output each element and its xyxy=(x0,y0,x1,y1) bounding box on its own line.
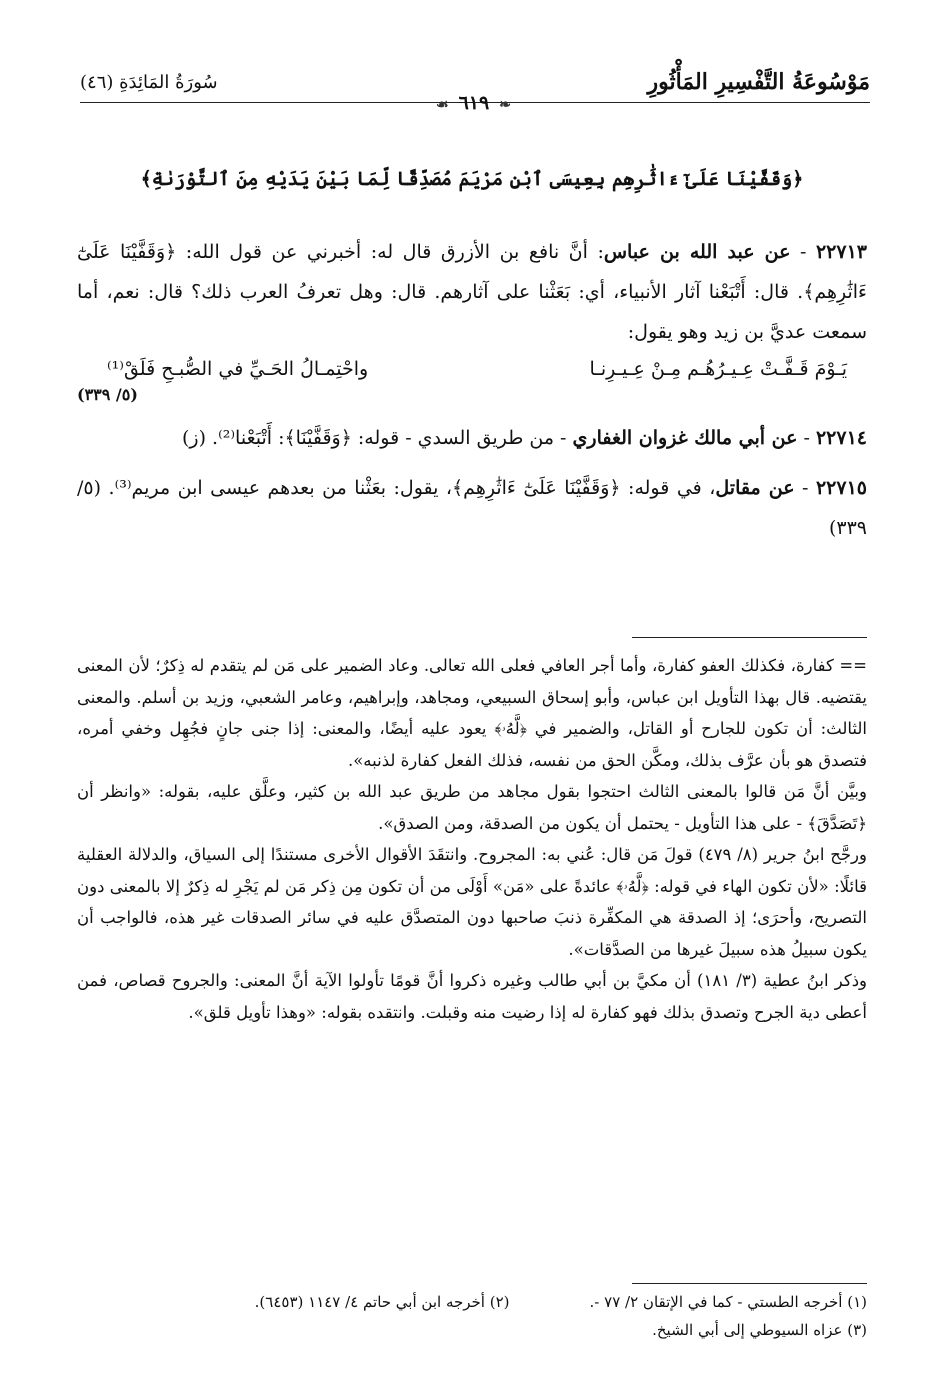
entry: ٢٢٧١٣ - عن عبد الله بن عباس: أنَّ نافع بن الأزرق قال له: أخبرني عن قول الله: ﴿وَقَفَّيْنَا عَلَىٰٓ ءَاثَٰرِهِم﴾. قال: أَتْبَعْنا آثار الأنبياء، أي: بَعَثْنا على آثارهم. قال: وهل تعرفُ العرب ذلك؟ قال: نعم، أما سمعت عديَّ بن زيد وهو يقول: يَـوْمَ قَـفَّـتْ عِـيـرُهُـم مِـنْ عِـيـرِنـا واحْتِمـالُ الحَـيِّ في الصُّبـحِ فَلَقْ⁽¹⁾ (٥/ ٣٣٩) xyxy=(77,232,867,408)
poem-hemistich-right: يَـوْمَ قَـفَّـتْ عِـيـرُهُـم مِـنْ عِـيـرِنـا xyxy=(589,358,847,380)
entry-number: ٢٢٧١٣ xyxy=(815,241,867,263)
note-paragraph: وذكر ابنُ عطية (٣/ ١٨١) أن مكيَّ بن أبي طالب وغيره ذكروا أنَّ قومًا تأولوا الآية أنَّ المعنى: والجروح قصاص، فمن أعطى دية الجرح وتصدق بذلك فهو كفارة له إذا رضيت منه وقبلت. وانتقده بقوله: «وهذا تأويل قلق». xyxy=(77,971,868,1022)
entry-number: ٢٢٧١٤ xyxy=(815,427,867,449)
surah-label: سُورَةُ المَائِدَةِ (٤٦) xyxy=(80,71,218,93)
main-text xyxy=(77,232,867,558)
entry-source: عن مقاتل xyxy=(715,477,795,499)
poem-hemistich-left: واحْتِمـالُ الحَـيِّ في الصُّبـحِ فَلَقْ⁽¹⁾ xyxy=(107,358,369,380)
entry-text: ، في قوله: ﴿وَقَفَّيْنَا عَلَىٰٓ ءَاثَٰرِهِم﴾، يقول: بعَثْنا من بعدهم عيسى ابن مريم⁽³⁾. (٥/ ٣٣٩) xyxy=(77,477,867,539)
ornament-icon: ❧ xyxy=(499,97,511,113)
note-paragraph: ورجَّح ابنُ جرير (٨/ ٤٧٩) قولَ مَن قال: عُني به: المجروح. وانتقَدَ الأقوال الأخرى مستندًا إلى السياق، والدلالة العقلية قائلًا: «لأن تكون الهاء في قوله: ﴿لَّهُۥ﴾ عائدةً على «مَن» أَوْلَى من أن تكون مِن ذِكر مَن لم يَجْرِ له ذِكرٌ إلا بالمعنى دون التصريح، وأحرَى؛ إذ الصدقة هي المكفِّرة ذنبَ صاحبها دون المتصدَّق عليه في سائر الصدقات غير هذه، فالواجب أن يكون سبيلُ هذه سبيلَ غيرها من الصدَّقات». xyxy=(77,845,867,959)
entry: ٢٢٧١٤ - عن أبي مالك غزوان الغفاري - من طريق السدي - قوله: ﴿وَقَفَّيْنَا﴾: أَتْبَعْنا⁽²⁾. (ز) xyxy=(182,427,867,449)
page-number-value: ٦١٩ xyxy=(458,92,490,114)
footnotes xyxy=(77,1288,867,1344)
footnote: (٢) أخرجه ابن أبي حاتم ٤/ ١١٤٧ (٦٤٥٣). xyxy=(254,1293,510,1311)
entry-number: ٢٢٧١٥ xyxy=(815,477,867,499)
notes-separator xyxy=(632,637,867,638)
entry-text: : أنَّ نافع بن الأزرق قال له: أخبرني عن قول الله: ﴿وَقَفَّيْنَا عَلَىٰٓ ءَاثَٰرِهِم﴾. قال: أَتْبَعْنا آثار الأنبياء، أي: بَعَثْنا على آثارهم. قال: وهل تعرفُ العرب ذلك؟ قال: نعم، أما سمعت عديَّ بن زيد وهو يقول: xyxy=(77,241,867,343)
entry-source: عن عبد الله بن عباس xyxy=(603,241,791,263)
footnote-separator xyxy=(632,1283,867,1284)
entry: ٢٢٧١٥ - عن مقاتل، في قوله: ﴿وَقَفَّيْنَا عَلَىٰٓ ءَاثَٰرِهِم﴾، يقول: بعَثْنا من بعدهم عيسى ابن مريم⁽³⁾. (٥/ ٣٣٩) xyxy=(77,477,867,539)
commentary-notes xyxy=(77,650,867,1028)
verse-header: ﴿وَقَفَّيْنَا عَلَىٰٓ ءَاثَٰرِهِم بِعِيسَى ٱبْنِ مَرْيَمَ مُصَدِّقًا لِّمَا بَيْنَ يَدَيْهِ مِنَ ٱلتَّوْرَىٰةِ﴾ xyxy=(140,168,804,190)
entry-reference: (٥/ ٣٣٩) xyxy=(77,385,138,404)
poem-verse xyxy=(77,352,867,386)
note-paragraph: == كفارة، فكذلك العفو كفارة، وأما أجر العافي فعلى الله تعالى. وعاد الضمير على مَن لم يتقدم له ذِكرٌ؛ لأن المعنى يقتضيه. قال بهذا التأويل ابن عباس، وأبو إسحاق السبيعي، ومجاهد، وإبراهيم، وعامر الشعبي، وزيد بن أسلم. والمعنى الثالث: أن تكون للجارح أو القاتل، والضمير في ﴿لَّهُۥ﴾ يعود عليه أيضًا، والمعنى: إذا جنى جانٍ فجُهِل وخفي أمره، فتصدق هو بأن عرَّف بذلك، ومكَّن الحق من نفسه، فذلك الفعل كفارة لذنبه». xyxy=(77,656,867,770)
entry-source: عن أبي مالك غزوان الغفاري xyxy=(572,427,798,449)
footnote: (١) أخرجه الطستي - كما في الإتقان ٢/ ٧٧ -. xyxy=(589,1293,867,1311)
note-paragraph: وبيَّن أنَّ مَن قالوا بالمعنى الثالث احتجوا بقول مجاهد من طريق عبد الله بن كثير، وعلَّق عليه، بقوله: «وانظر أن ﴿تَصَدَّقَ﴾ - على هذا التأويل - يحتمل أن يكون من الصدقة، ومن الصدق». xyxy=(77,782,867,833)
ornament-icon: ☙ xyxy=(436,97,449,113)
series-title: مَوْسُوعَةُ التَّفْسِيرِ المَأْثُورِ xyxy=(647,69,870,95)
footnote: (٣) عزاه السيوطي إلى أبي الشيخ. xyxy=(652,1321,867,1339)
entry-text: - من طريق السدي - قوله: ﴿وَقَفَّيْنَا﴾: أَتْبَعْنا⁽²⁾. (ز) xyxy=(182,427,567,449)
page-number xyxy=(0,92,947,114)
